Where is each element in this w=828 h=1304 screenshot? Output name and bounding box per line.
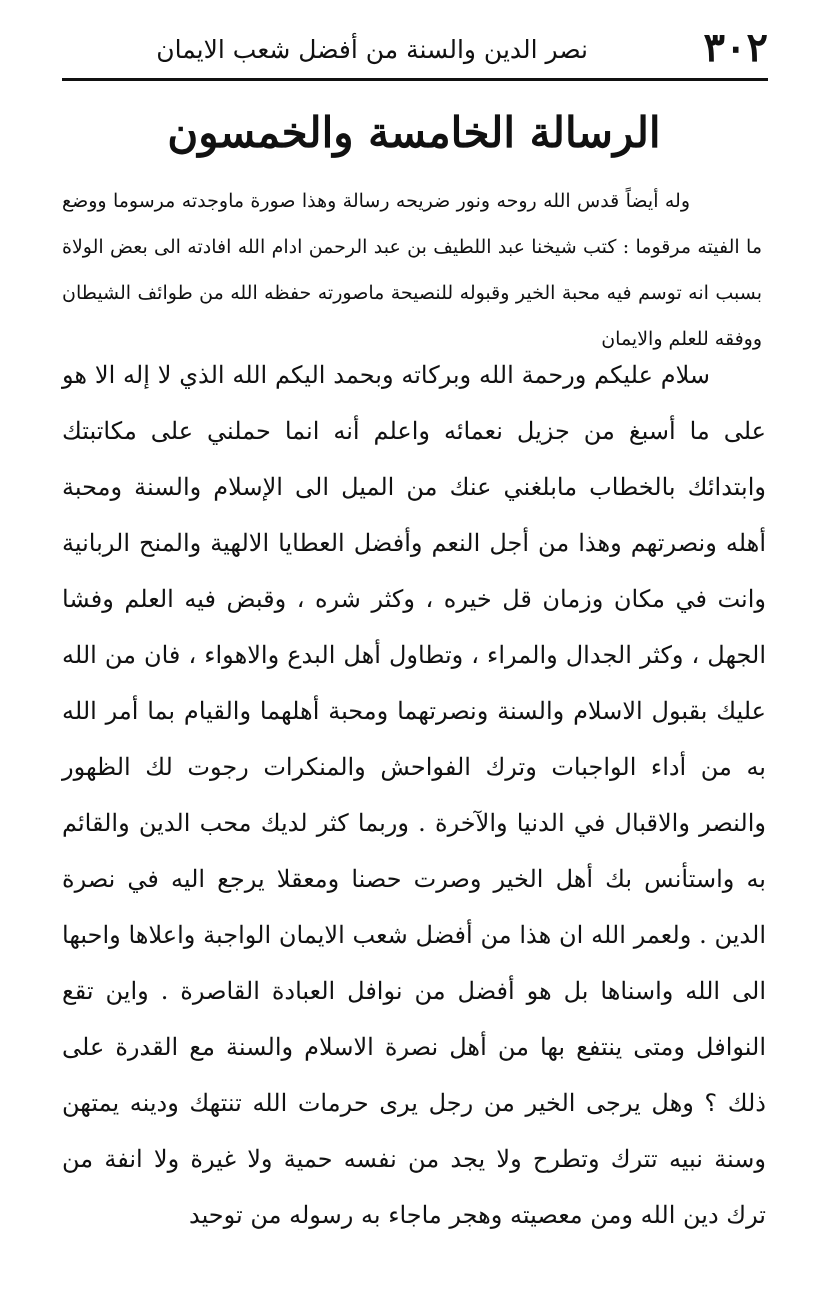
intro-paragraph-block xyxy=(62,178,762,362)
page-number: ٣٠٢ xyxy=(703,24,768,71)
running-header xyxy=(80,22,768,74)
letter-body xyxy=(62,347,766,1243)
header-divider xyxy=(62,78,768,81)
running-title: نصر الدين والسنة من أفضل شعب الايمان xyxy=(156,35,588,64)
intro-paragraph: وله أيضاً قدس الله روحه ونور ضريحه رسالة وهذا صورة ماوجدته مرسوما ووضع ما الفيته مرقوما : كتب شيخنا عبد اللطيف بن عبد الرحمن ادام الله افادته الى بعض الولاة بسبب انه توسم فيه محبة الخير وقبوله للنصيحة ماصورته حفظه الله من طوائف الشيطان ووفقه للعلم والايمان xyxy=(62,190,762,350)
chapter-title: الرسالة الخامسة والخمسون xyxy=(167,108,661,157)
body-paragraph: سلام عليكم ورحمة الله وبركاته وبحمد اليكم الله الذي لا إله الا هو على ما أسبغ من جزيل نعمائه واعلم أنه انما حملني على مكاتبتك وابتدائك بالخطاب مابلغني عنك من الميل الى الإسلام والسنة ومحبة أهله ونصرتهم وهذا من أجل النعم وأفضل العطايا الالهية والمنح الربانية وانت في مكان وزمان قل خيره ، وكثر شره ، وقبض فيه العلم وفشا الجهل ، وكثر الجدال والمراء ، وتطاول أهل البدع والاهواء ، فان من الله عليك بقبول الاسلام والسنة ونصرتهما ومحبة أهلهما والقيام بما أمر الله به من أداء الواجبات وترك الفواحش والمنكرات رجوت لك الظهور والنصر والاقبال في الدنيا والآخرة . وربما كثر لديك محب الدين والقائم به واستأنس بك أهل الخير وصرت حصنا ومعقلا يرجع اليه في نصرة الدين . ولعمر الله ان هذا من أفضل شعب الايمان الواجبة واعلاها واحبها الى الله واسناها بل هو أفضل من نوافل العبادة القاصرة . واين تقع النوافل ومتى ينتفع بها من أهل نصرة الاسلام والسنة مع القدرة على ذلك ؟ وهل يرجى الخير من رجل يرى حرمات الله تنتهك ودينه يمتهن وسنة نبيه تترك وتطرح ولا يجد من نفسه حمية ولا غيرة ولا انفة من ترك دين الله ومن معصيته وهجر ماجاء به رسوله من توحيد xyxy=(62,361,766,1229)
